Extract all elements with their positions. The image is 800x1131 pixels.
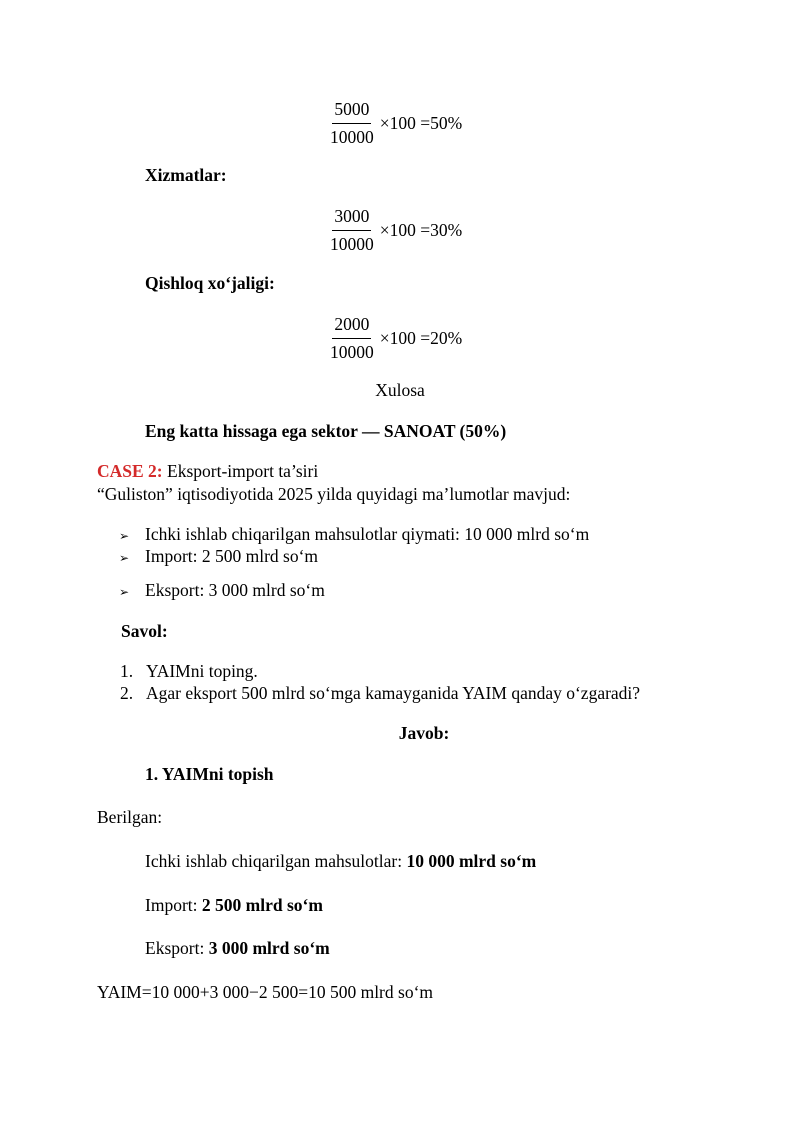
- heading-xizmatlar: Xizmatlar:: [145, 165, 227, 185]
- conclusion-text: Eng katta hissaga ega sektor — SANOAT (50%): [145, 421, 507, 441]
- arrow-bullet-icon: ➢: [119, 551, 130, 565]
- fraction-numerator: 3000: [332, 206, 371, 231]
- given-label: Import:: [145, 895, 202, 915]
- savol-heading: Savol:: [121, 621, 168, 641]
- given-label: Ichki ishlab chiqarilgan mahsulotlar:: [145, 851, 407, 871]
- fraction-denominator: 10000: [330, 127, 374, 147]
- yaim-result: YAIM=10 000+3 000−2 500=10 500 mlrd so‘m: [97, 982, 434, 1002]
- fraction-denominator: 10000: [330, 234, 374, 254]
- fraction-numerator: 5000: [332, 99, 371, 124]
- formula-result: ×100 =30%: [379, 220, 463, 240]
- case2-intro: “Guliston” iqtisodiyotida 2025 yilda quyidagi ma’lumotlar mavjud:: [97, 484, 571, 504]
- fraction-numerator: 2000: [332, 314, 371, 339]
- step1-heading: 1. YAIMni topish: [145, 764, 274, 784]
- given-value: 10 000 mlrd so‘m: [406, 851, 537, 871]
- xulosa-heading: Xulosa: [375, 380, 425, 400]
- given-item: [145, 851, 536, 872]
- list-item: [119, 524, 589, 545]
- list-item-text: Ichki ishlab chiqarilgan mahsulotlar qiymati: 10 000 mlrd so‘m: [145, 524, 590, 544]
- formula-sanoat: [328, 99, 462, 148]
- given-value: 3 000 mlrd so‘m: [208, 938, 330, 958]
- berilgan-label: Berilgan:: [97, 807, 163, 827]
- case2-title: [97, 461, 318, 482]
- question-item: [120, 683, 640, 704]
- list-item: [119, 546, 318, 567]
- formula-result: ×100 =50%: [379, 113, 463, 133]
- list-item-text: Eksport: 3 000 mlrd so‘m: [145, 580, 325, 600]
- fraction: [328, 314, 376, 363]
- heading-qishloq: Qishloq xo‘jaligi:: [145, 273, 275, 293]
- arrow-bullet-icon: ➢: [119, 585, 130, 599]
- question-number: 2.: [120, 683, 134, 703]
- question-text: YAIMni toping.: [146, 661, 258, 681]
- javob-heading: Javob:: [398, 723, 450, 743]
- list-item-text: Import: 2 500 mlrd so‘m: [145, 546, 319, 566]
- arrow-bullet-icon: ➢: [119, 529, 130, 543]
- case-title-text: Eksport-import ta’siri: [162, 461, 319, 481]
- given-value: 2 500 mlrd so‘m: [201, 895, 323, 915]
- question-item: [120, 661, 258, 682]
- given-item: [145, 938, 330, 959]
- fraction: [328, 206, 376, 255]
- question-number: 1.: [120, 661, 134, 681]
- given-item: [145, 895, 323, 916]
- case-label: CASE 2:: [97, 461, 163, 481]
- question-text: Agar eksport 500 mlrd so‘mga kamayganida YAIM qanday o‘zgaradi?: [146, 683, 641, 703]
- fraction-denominator: 10000: [330, 342, 374, 362]
- formula-qishloq: [328, 314, 462, 363]
- formula-xizmatlar: [328, 206, 462, 255]
- fraction: [328, 99, 376, 148]
- list-item: [119, 580, 325, 601]
- formula-result: ×100 =20%: [379, 328, 463, 348]
- given-label: Eksport:: [145, 938, 209, 958]
